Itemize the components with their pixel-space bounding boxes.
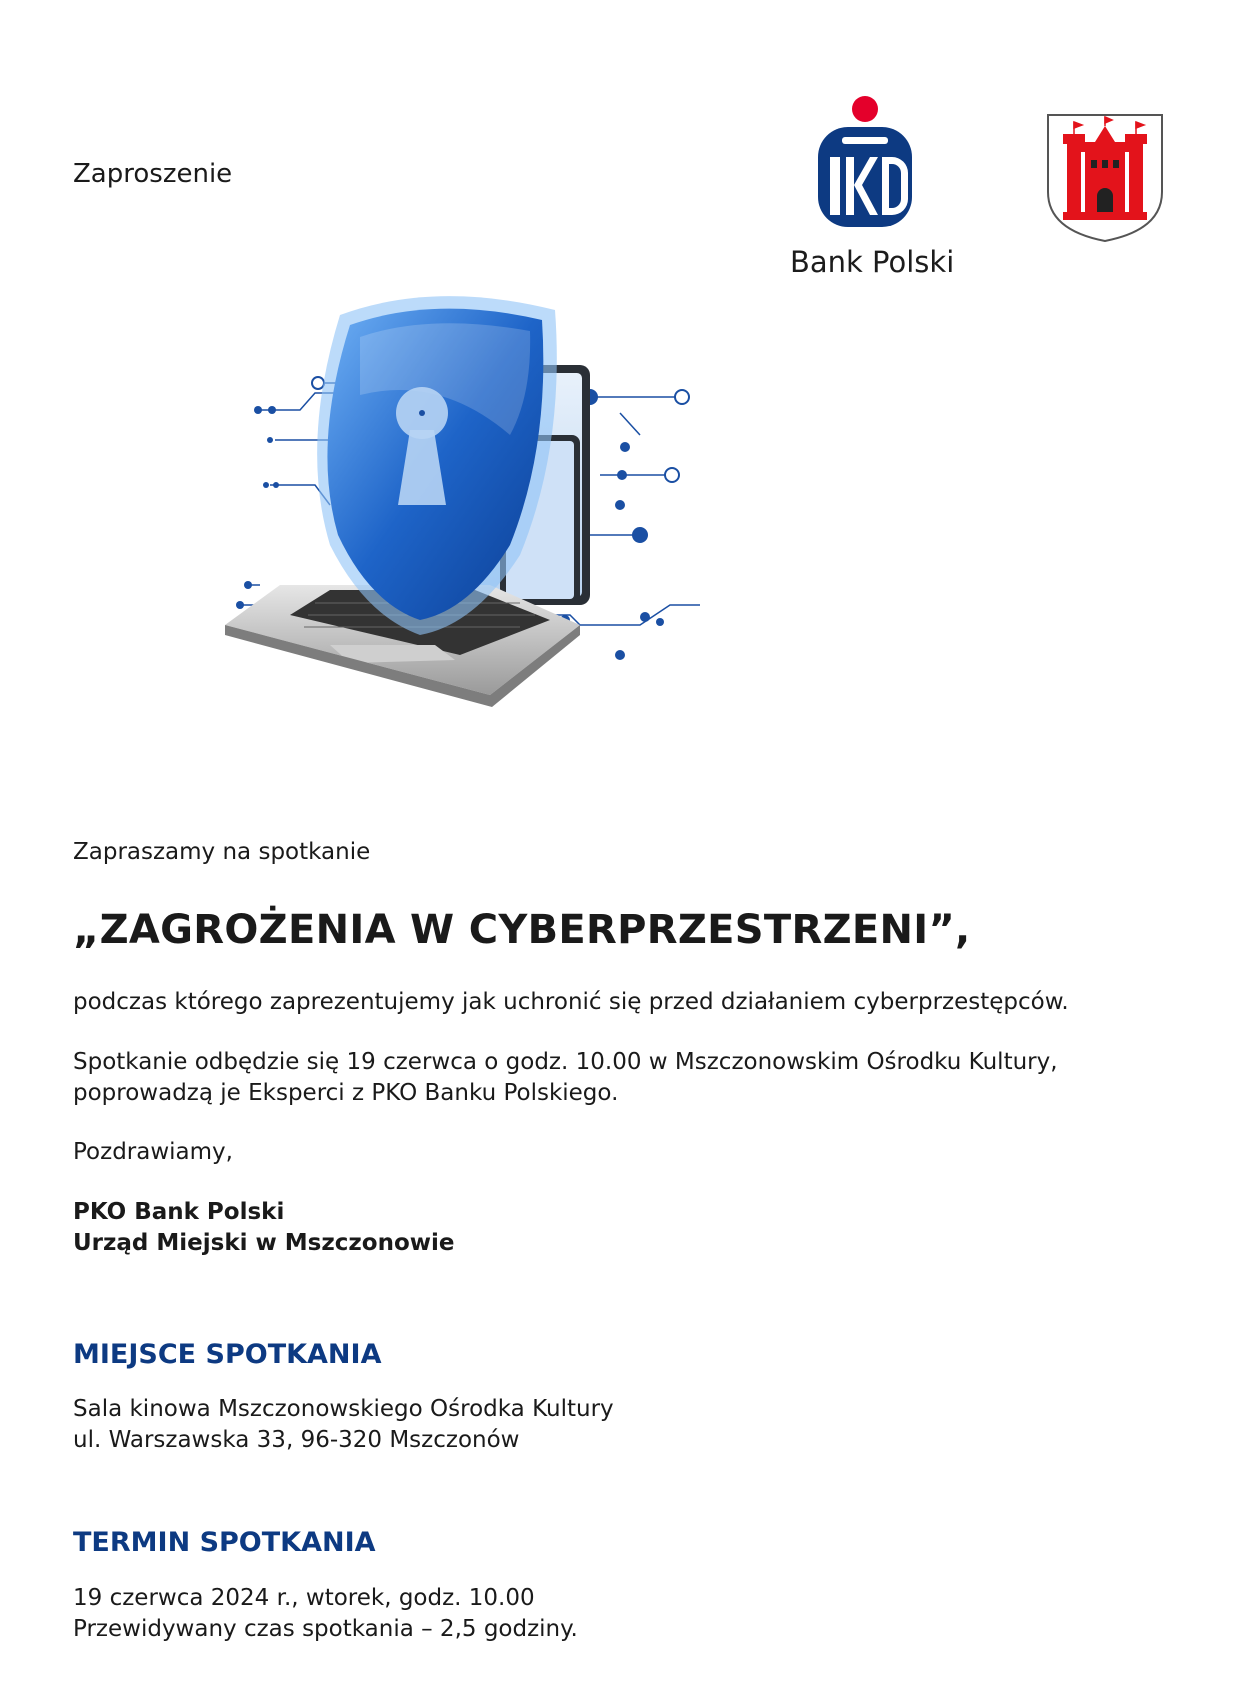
signature-bank: PKO Bank Polski [73, 1199, 285, 1225]
date-heading: TERMIN SPOTKANIA [73, 1527, 376, 1558]
coat-of-arms-icon [1045, 112, 1165, 244]
date-line2: Przewidywany czas spotkania – 2,5 godziny. [73, 1616, 578, 1642]
pko-logo-icon [810, 95, 920, 235]
intro-text: Zapraszamy na spotkanie [73, 839, 371, 865]
event-title: „ZAGROŻENIA W CYBERPRZESTRZENI”, [73, 907, 971, 953]
event-details-line1: Spotkanie odbędzie się 19 czerwca o godz. 10.00 w Mszczonowskim Ośrodku Kultury, [73, 1049, 1058, 1075]
invitation-label: Zaproszenie [73, 159, 233, 189]
signature-office: Urząd Miejski w Mszczonowie [73, 1230, 455, 1256]
date-line1: 19 czerwca 2024 r., wtorek, godz. 10.00 [73, 1585, 535, 1611]
cyber-security-illustration [220, 285, 740, 745]
bank-name: Bank Polski [790, 245, 955, 279]
place-line1: Sala kinowa Mszczonowskiego Ośrodka Kultury [73, 1396, 614, 1422]
event-description: podczas którego zaprezentujemy jak uchronić się przed działaniem cyberprzestępców. [73, 989, 1069, 1015]
event-details-line2: poprowadzą je Eksperci z PKO Banku Polskiego. [73, 1080, 619, 1106]
place-heading: MIEJSCE SPOTKANIA [73, 1339, 382, 1370]
greeting: Pozdrawiamy, [73, 1139, 233, 1165]
place-line2: ul. Warszawska 33, 96-320 Mszczonów [73, 1427, 520, 1453]
